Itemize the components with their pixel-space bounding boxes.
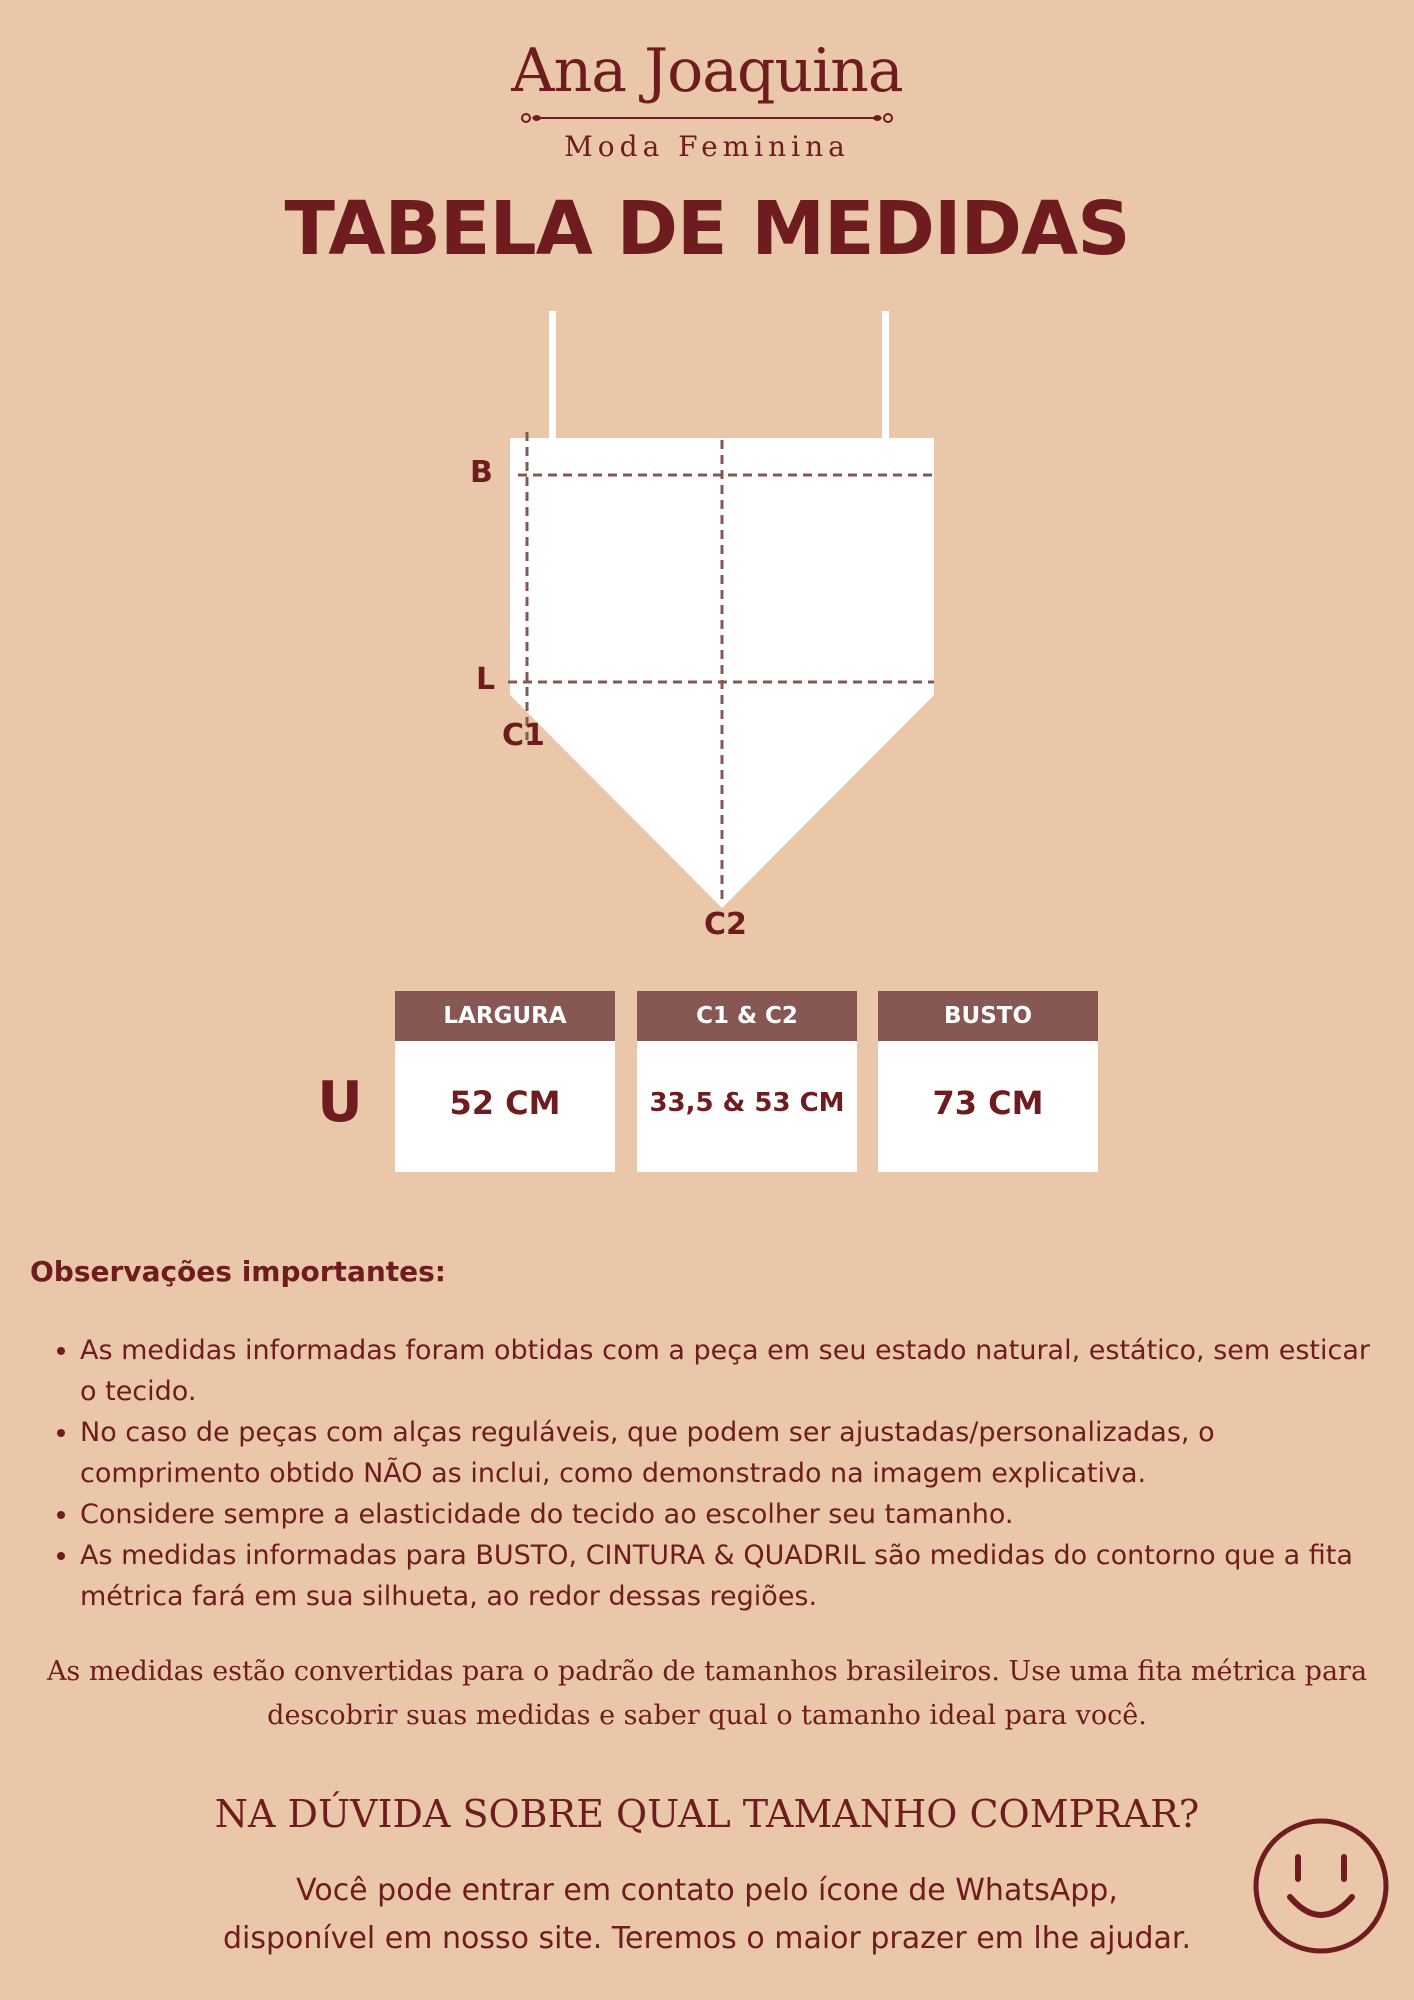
- list-item: • As medidas informadas foram obtidas com a peça em seu estado natural, estático, sem esticar o tecido.: [80, 1330, 1390, 1412]
- brand-name: Ana Joaquina: [511, 36, 903, 106]
- page-title: TABELA DE MEDIDAS: [284, 186, 1130, 272]
- measure-card-c1-c2: [637, 991, 857, 1172]
- width-label: L: [476, 662, 496, 697]
- list-item: • Considere sempre a elasticidade do tecido ao escolher seu tamanho.: [80, 1494, 1390, 1535]
- observations-list: [30, 1330, 1390, 1617]
- measure-value: 33,5 & 53 CM: [649, 1088, 845, 1118]
- measure-header: C1 & C2: [637, 991, 857, 1041]
- size-label: U: [317, 1070, 363, 1135]
- measure-value: 73 CM: [932, 1084, 1044, 1122]
- measure-card-largura: [395, 991, 615, 1172]
- strap-left: [549, 311, 556, 439]
- measure-header: LARGURA: [395, 991, 615, 1041]
- strap-right: [882, 311, 889, 439]
- list-item: • As medidas informadas para BUSTO, CINTURA & QUADRIL são medidas do contorno que a fita métrica fará em sua silhueta, ao redor dessas regiões.: [80, 1535, 1390, 1617]
- measure-header: BUSTO: [878, 991, 1098, 1041]
- cta-title: NA DÚVIDA SOBRE QUAL TAMANHO COMPRAR?: [214, 1792, 1200, 1836]
- observations-heading: Observações importantes:: [30, 1255, 447, 1288]
- smiley-icon: [1250, 1815, 1392, 1957]
- c2-label: C2: [704, 907, 747, 942]
- c1-label: C1: [502, 718, 545, 753]
- measure-value: 52 CM: [449, 1084, 561, 1122]
- brand-subtitle: Moda Feminina: [564, 130, 850, 163]
- list-item: • No caso de peças com alças reguláveis, que podem ser ajustadas/personalizadas, o comprimento obtido NÃO as inclui, como demonstrado na imagem explicativa.: [80, 1412, 1390, 1494]
- cta-line: disponível em nosso site. Teremos o maior prazer em lhe ajudar.: [222, 1921, 1192, 1956]
- measure-card-busto: [878, 991, 1098, 1172]
- cta-line: Você pode entrar em contato pelo ícone de WhatsApp,: [296, 1873, 1118, 1908]
- bust-label: B: [470, 455, 493, 490]
- cta-text: [0, 1867, 1414, 1963]
- size-conversion-note: As medidas estão convertidas para o padrão de tamanhos brasileiros. Use uma fita métrica para descobrir suas medidas e saber qual o tamanho ideal para você.: [46, 1656, 1368, 1731]
